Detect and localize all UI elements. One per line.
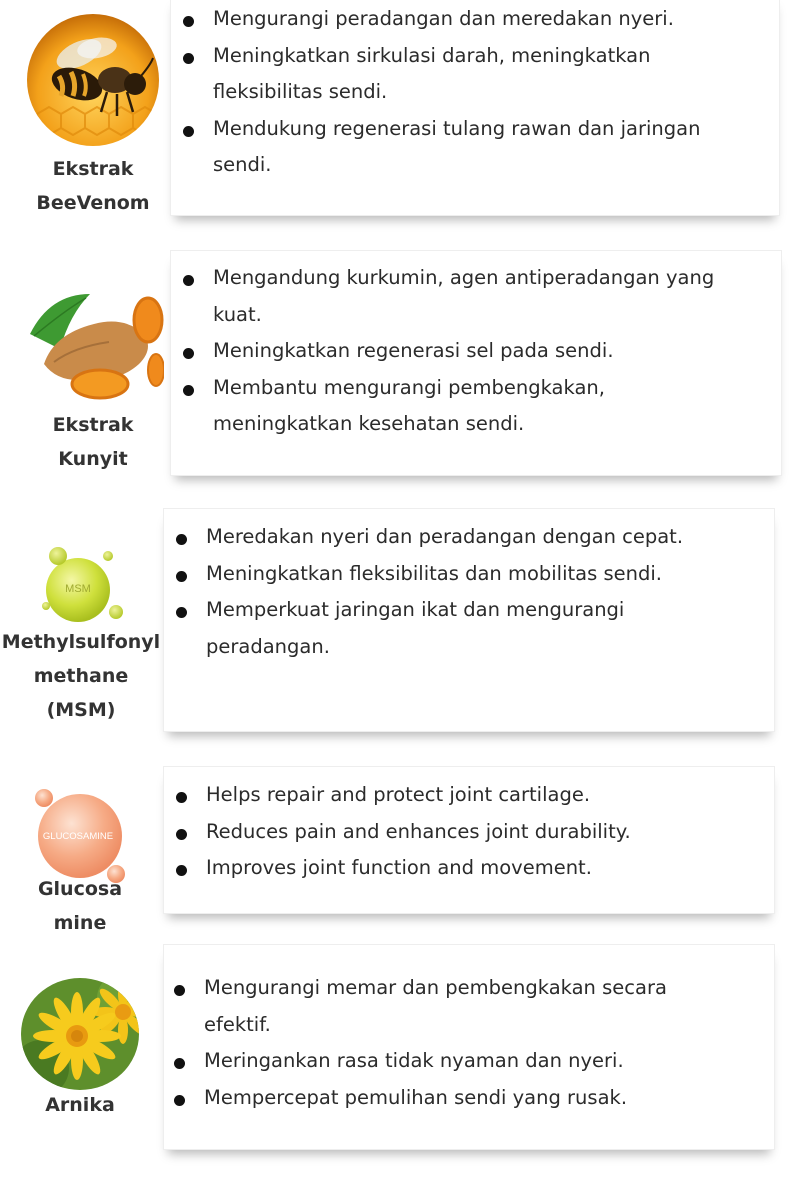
bullet-icon [176, 571, 187, 582]
benefit-card [163, 944, 775, 1150]
label-line: Arnika [45, 1094, 115, 1116]
bullet-icon [183, 126, 194, 137]
benefit-list [164, 970, 760, 1116]
bee-icon [27, 14, 159, 146]
ingredient-label [10, 408, 176, 476]
turmeric-icon [24, 274, 164, 404]
benefit-item: Meredakan nyeri dan peradangan dengan cepat. [166, 519, 760, 556]
label-line: (MSM) [46, 699, 116, 721]
label-line: methane [33, 665, 129, 687]
benefit-item: Helps repair and protect joint cartilage. [166, 777, 760, 814]
ingredient-section-beevenom [0, 0, 800, 230]
benefit-card [163, 508, 775, 732]
ingredient-section-msm [0, 508, 800, 748]
benefit-item: Membantu mengurangi pembengkakan, meningkatkan kesehatan sendi. [173, 370, 767, 443]
benefit-list [166, 519, 760, 665]
benefit-list [166, 777, 760, 887]
bullet-icon [176, 607, 187, 618]
benefit-item: Reduces pain and enhances joint durability. [166, 814, 760, 851]
benefit-item: Meningkatkan sirkulasi darah, meningkatkan fleksibilitas sendi. [173, 38, 763, 111]
benefit-list [173, 260, 767, 443]
bullet-icon [176, 792, 187, 803]
benefit-list [173, 1, 763, 184]
label-line: mine [53, 912, 107, 934]
benefit-item: Mengandung kurkumin, agen antiperadangan yang kuat. [173, 260, 767, 333]
bullet-icon [183, 53, 194, 64]
molecule-label: MSM [65, 583, 91, 595]
bullet-icon [183, 275, 194, 286]
benefit-item: Meningkatkan fleksibilitas dan mobilitas sendi. [166, 556, 760, 593]
molecule-label: GLUCOSAMINE [42, 831, 114, 842]
label-line: Methylsulfonyl [1, 631, 161, 653]
bullet-icon [174, 1058, 185, 1069]
bullet-icon [176, 865, 187, 876]
bullet-icon [174, 1095, 185, 1106]
ingredient-label [0, 1088, 160, 1122]
benefit-card [163, 766, 775, 914]
benefit-item: Mendukung regenerasi tulang rawan dan jaringan sendi. [173, 111, 763, 184]
benefit-item: Mengurangi memar dan pembengkakan secara efektif. [164, 970, 760, 1043]
benefit-item: Improves joint function and movement. [166, 850, 760, 887]
glucosamine-molecule-icon [30, 786, 130, 886]
label-line: Ekstrak [52, 414, 134, 436]
ingredient-label [0, 872, 160, 940]
msm-molecule-icon [36, 540, 126, 630]
label-line: BeeVenom [36, 192, 150, 214]
benefit-card [170, 250, 782, 476]
ingredient-section-glucosamine [0, 766, 800, 936]
benefit-item: Mengurangi peradangan dan meredakan nyeri. [173, 1, 763, 38]
ingredient-label [0, 625, 162, 727]
label-line: Kunyit [58, 448, 128, 470]
benefit-item: Meningkatkan regenerasi sel pada sendi. [173, 333, 767, 370]
ingredient-section-arnika [0, 944, 800, 1174]
benefit-item: Meringankan rasa tidak nyaman dan nyeri. [164, 1043, 760, 1080]
bullet-icon [176, 829, 187, 840]
bullet-icon [183, 16, 194, 27]
benefit-item: Memperkuat jaringan ikat dan mengurangi peradangan. [166, 592, 760, 665]
bullet-icon [183, 385, 194, 396]
ingredient-label [10, 152, 176, 220]
label-line: Glucosa [37, 878, 123, 900]
benefit-item: Mempercepat pemulihan sendi yang rusak. [164, 1080, 760, 1117]
benefit-card [170, 0, 780, 216]
bullet-icon [176, 534, 187, 545]
ingredient-section-kunyit [0, 250, 800, 490]
arnica-flower-icon [21, 978, 139, 1090]
label-line: Ekstrak [52, 158, 134, 180]
bullet-icon [174, 985, 185, 996]
bullet-icon [183, 348, 194, 359]
